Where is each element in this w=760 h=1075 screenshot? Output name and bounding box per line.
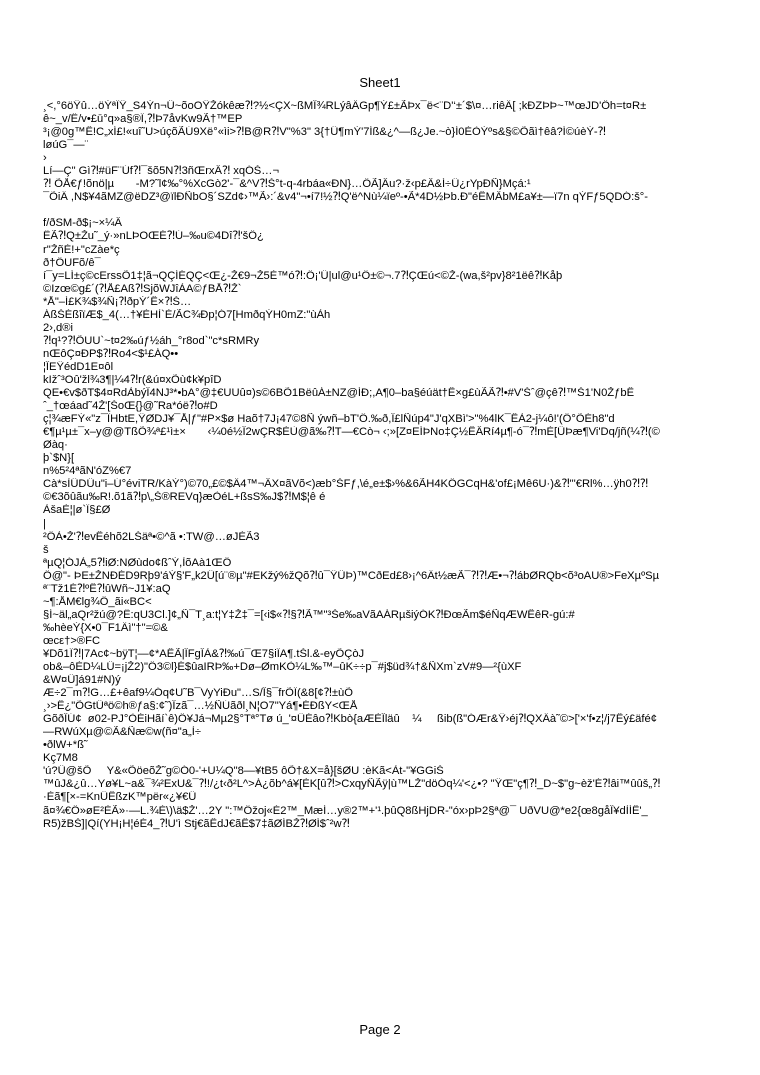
text-line: ⁈ ÕÅ€ƒ!õnö|µ -M?˜l¢‰°%XcGò2'-¯&^V⁈Š°t-q-4rbáa«ÐN}…ÖÃ]Âu?·ž‹p£Â&Í÷Ü¿rYpÐÑ}Mçá:¹ (43, 178, 531, 191)
text-line: ³¡@0g™Ê!C„xÍ£!«uî˜U>úçõÃÚ9Xë°«ìi>⁈B@R⁈V"%3" 3{†Û¶mÝ'7Íß&¿^—ß¿Je.~ò}Í0ÈÒÝºs&§©Õãì†êâ?Í©úèÝ-⁈ (43, 126, 606, 139)
text-line: &W¤Ü]á91#N)ý (43, 674, 121, 687)
text-line: •ðlW+*ß˜ (43, 739, 88, 752)
text-line: ËÃ⁈Q±Žu˜_ý·»nLÞOŒÉ⁈Ú–‰u©4Dî⁈'šÖ¿ (43, 230, 264, 243)
text-line: Cà*sÌÛDÜu"i–Ú°éviTR/KàÝ°)©70„£©$Ä4™¬ÂX¤ãVõ<)æb°ŠFƒ,\é„e±$›%&6ÃH4KÖGCqH&'of£¡Mê6U·)&⁈"'€Rl%…ÿh0⁈⁈ (43, 478, 649, 491)
text-line: › (43, 152, 47, 165)
text-line: ⁈q¹?⁈ÕUU`~t¤2‰úƒ½áh_°r8od`"c*sRMRy (43, 334, 260, 347)
text-line: nŒôÇ¤ÐP$⁈Ro4<$¹£ÁQ•• (43, 347, 179, 360)
text-line: ~¶:ÅM€lg¾Ö_ãi«BC< (43, 595, 152, 608)
text-line: ¦ÎEŸédD1E¤ôl (43, 360, 114, 373)
text-line: ð†ÖUFõ/ê¯ (43, 256, 101, 269)
text-line: ob&–ôÈD¼LÜ=¡jŽ2)"Ö3©l}É$ûaIRÞ‰+Dø–ØmKÒ¼L‰™–ûK÷÷p¯#j$üd¾†&ÑXm`zV#9—²{ùXF (43, 661, 522, 674)
text-line: ©€3õûãu‰R!.õ1ã⁈p\„Š®REVq}æÒéL+ßsS‰J$⁈M$¦ê é (43, 491, 326, 504)
text-line: ¥Dõ1Ï⁈|7Ac¢~bÿT¦—¢*AÊÃ|ÎFgÎÀ&⁈‰ú¯Œ7§iÏA¶.tŠl.&-eyÕÇòJ (43, 647, 365, 660)
text-line: ªµQ¦ÓJÀ„5⁈iØ:NØùdo¢ßˆÝ,ÌõAà1ŒÖ (43, 556, 232, 569)
text-line: Æ÷2¯m⁈G…£+êaf9¼Óq¢U˜B¯VyYiÐu"…S/Î§¯frÕÏ(&8[¢⁈±ùÕ (43, 687, 353, 700)
text-line: R5)žBŠ]|Qí(YH¡H¦éÉ4_⁈U'ì Stj€ãÊdJ€ãÊ$7‡ãØÍBŽ⁈ØÍ$ˆ²w⁈ (43, 817, 350, 830)
text-line: QE•€v$ðT$4¤RdÀbýÎ4NJ³*•bA°@‡€UUû¤)s©6BÕ1BëûÁ±NZ@ÍÐ;,A¶0–ba§éúät†Ê×g£ùÃÃ⁈•#V'Šˆ@çê⁈™Š1'N0ŽƒbÊ (43, 387, 635, 400)
text-line: þ`$N}[ (43, 452, 75, 465)
text-line: —RWúXµ@©Ã&Ñæ©w(ñ¤"a„Ì÷ (43, 726, 201, 739)
sheet-title: Sheet1 (359, 75, 401, 90)
text-line: ÀšaÈ¦|ø`Ï§£Ø (43, 504, 111, 517)
text-line: Kç7M8 (43, 752, 78, 765)
garbled-text-body (43, 100, 760, 831)
page-number: Page 2 (359, 1022, 401, 1037)
text-line: f/ðSM-ð$¡~×¼Â (43, 217, 122, 230)
text-line: ¸›>Ê¿"ÕGtÜªö©h®ƒa§:¢˜)Îzã¯…½ÑÚãðl¸N¦O7"Yá¶•ÉÐßY<ŒÅ (43, 700, 358, 713)
text-line: í¯y=LÍ±ç©cErssÕ1‡¦ã¬QÇÍÉQÇ<Œ¿-Ž€9¬Ž5È™ó⁈:Ö¡'Ü|ul@u¹Ô±©¬.7⁈ÇŒú<©Ž-(wa,š²pv}8²1ëê⁈Kåþ (43, 269, 563, 282)
text-line: GõðÎÚ¢ ø02-PJ°ÒÉiHãí`ê)Ö¥Já¬Mµ2§°Tª°Tø ú_'¤ÜÉâo⁈Kbò{aÆÈÎläû ¼ ßib(ß"ÓÆr&Ÿ›éj⁈QXÄà˜©>['×'f•z¦/j7Êý£äfé¢ (43, 713, 657, 726)
text-line: 'ú?Ü@šÕ Y&«ÕöeõŽ˜g©Ó0-'+U¼Q"8—¥tB5 ôÕ†&X=å}[šØU :èKã<Àt-"¥GGiŠ (43, 765, 444, 778)
text-line: | (43, 517, 46, 530)
text-line: ²ÖÀ•Ž'⁈evÊéhõ2LŠäª•©^ã •:TW@…øJÈÃ3 (43, 530, 260, 543)
text-line: €¶µ¹µ±¯x–y@@TßÕ¾ª£¹ì±× ‹¼0é½Î2wÇR$ÈÙ@ã‰⁈T—€Cò¬ ‹;»[Z¤EÍÞNo‡Ç½ÊÂRí4µ¶-ó¯⁈mÈ[ÜÞæ¶Vi'Dq/jñ(¼⁈(© (43, 426, 660, 439)
text-line: løúG¯—¨ (43, 139, 89, 152)
text-line: Lí—Ç" Gì⁈#üF¨Úf⁈¯šõ5N⁈3ñŒrxÂ⁈ xqÓŠ…¬ (43, 165, 279, 178)
text-line: ÁßŠÉßîïÆ$_4(…†¥ÈHÌ`È/ÃC¾Ðp¦Ó7[HmðqÝH0mZ:"ùÀh (43, 308, 331, 321)
text-line: ê~_v/Ë/v•£ū°q»a§®Ï,⁈Þ7åvKw9Ã†™EP (43, 113, 243, 126)
text-line: §Í~äl„aQr²žú@?Ë:qU3Cl.]¢„Ñ¯T¸a:t¦Y‡Ž‡¯=[‹i$«⁈§⁈Ã™"³Še‰aVãAÁRµšiýÓK⁈ÐœÃm$éÑqÆWÊêR-gú:# (43, 608, 575, 621)
text-line: n%5²4ªãN'óZ%€7 (43, 465, 132, 478)
text-line: œcε†>®FC (43, 634, 101, 647)
text-line: ¸<,°6öŸû…öÝªÏŸ_S4Ýn¬Ü~õoOŸŽókêæ⁈?½<ÇX~ßMÎ¾RLýâÄGp¶Ý£±ÃÞx¯ë<¨D'‘±´$\¤…riêÄ[ ;kÐZÞÞ~™œJD'Öh=t¤R± (43, 100, 647, 112)
text-line: ¯ÕiÄ ,N$¥4ãMZ@ëDZ³@ïlÐÑbO§´SZd¢›™Ã›:´&v4"¬•í7!½⁈Q'ë^Nù¼ïeº-•Ã*4D½Þb.Ð"éÊMÂbM£a¥±—ï7n qÝFƒ5QDÓ:š°- (43, 191, 648, 204)
text-line: r"ŽñÈ!+"cZàe*ç (43, 243, 120, 256)
text-line: ã¤¾€Ö»øE²ÈÃ»·—L.¾È\)\ä$Ž'…2Y ":™Ôžoj«É2™_MæÍ…y®2™+'¹.þûQ8ßHjDR-"óx›pÞ2§ª@¯ UðVU@*e2{œ8gåÎ¥dÌÍÊ'_ (43, 804, 648, 817)
text-line: ˆ_†œáad˜4Ž'[ŠoŒ{}@˜Ra*óë⁈o#D (43, 400, 218, 413)
text-line: Øàq· (43, 439, 68, 452)
text-line (43, 204, 760, 217)
text-line: ©Izœ©g£´(⁈Å£Aß⁈SjõWJîÀA©ƒBÅ⁈Ž` (43, 282, 242, 295)
text-line: ™ûJ&¿û…Yø¥L~a&¯¾²ExU&¯⁈!/¿t‹ð²L^>Á¿õb^á¥[ÈK[û⁈>CxqyÑÃÿ|ù™LŽ"döÓq¼'<¿•? "ŸŒ"ç¶⁈_D~$"g~èž'É⁈âi™ûûš„⁈ (43, 778, 661, 791)
text-line: š (43, 543, 49, 556)
text-line: 2›,d®i (43, 321, 74, 334)
text-line: kIžˆ³Oû'žl¾3¶|¼4⁈r(&ú¤xÕù¢k¥pîD (43, 373, 222, 386)
text-line: ‰hèeÝ{X•0¯F1Äì"†"=©& (43, 621, 168, 634)
text-line: Ö@"- ÞE±ŽNÐÉD9Rþ9'áÝ§'F„k2Ü[ú¨®µ"#EKžý%žQõ⁈û¯ŸÜÞ)™CðEd£8›¡^6Ät½æÃ¯⁈⁈Æ•¬⁈ábØRQb<õ³oAU®>FeXµºSµ (43, 569, 660, 582)
text-line: ª¨Tž1É⁈ºÊ⁈ûWñ~J1¥:aQ (43, 582, 171, 595)
text-line: ç¦¾æFÝ«"z¯ÏHbtE,ŸØDJ¥¯Å|ƒ"#P×$ø Haõ†7J¡47©8Ñ ýwñ–bT'Ô.‰ð,Î£lÑúp4"J'qXBì'>"%4lK¯ÊÀ2-j¼ô!'(Ö°ÕÉh8"d (43, 413, 615, 426)
text-line: ·Èã¶[×-=KnÜÊßzK™për«¿¥€Ü (43, 791, 197, 804)
text-line: *Å"–Í£K¾$¾Ñ¡⁈ðpÝ´Ê×⁈Š… (43, 295, 192, 308)
